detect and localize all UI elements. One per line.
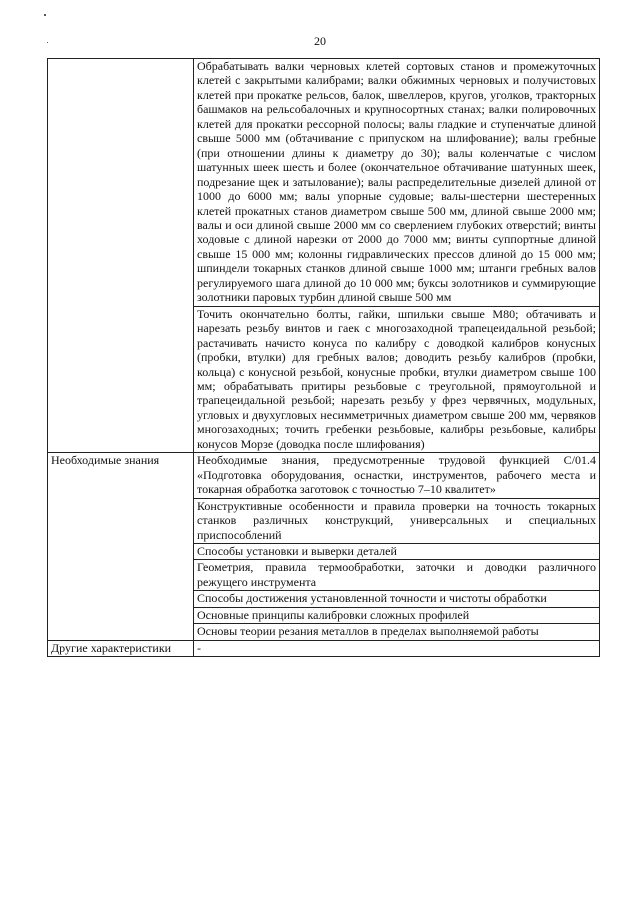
other-characteristics-text: - (194, 640, 600, 656)
work-actions-text: Обрабатывать валки черновых клетей сортовых станов и промежуточных клетей с закрытыми калибрами; валки обжимных черновых и получистовых клетей при прокатке рельсов, балок, швеллеров, кругов, уголков, тракторных башмаков на рельсобалочных и крупносортных станах; валки полировочных клетей для прокатки рессорной полосы; валы гладкие и ступенчатые длиной свыше 5000 мм (обтачивание с припуском на шлифование); валы гребные (при отношении длины к диаметру до 30); валы коленчатые с числом шатунных шеек шесть и более (окончательное обтачивание шатунных шеек, подрезание щек и затылование); валы распределительные дизелей длиной от 1000 до 6000 мм; валы упорные судовые; валы-шестерни шестеренных клетей прокатных станов диаметром свыше 500 мм, длиной свыше 2000 мм; валы и оси длиной свыше 2000 мм со сверлением глубоких отверстий; винты ходовые с длиной нарезки от 2000 до 7000 мм; винты суппортные длиной свыше 15 000 мм; колонны гидравлических прессов длиной до 15 000 мм; шпиндели токарных станков длиной свыше 1000 мм; штанги гребных валов регулируемого шага длиной до 10 000 мм; буксы золотников и суммирующие золотники паровых турбин длиной свыше 500 мм (194, 59, 600, 307)
knowledge-text: Способы установки и выверки деталей (194, 543, 600, 559)
knowledge-text: Конструктивные особенности и правила проверки на точность токарных станков различных конструкций, универсальных и специальных приспособлений (194, 498, 600, 543)
knowledge-text: Способы достижения установленной точности и чистоты обработки (194, 591, 600, 607)
knowledge-text: Необходимые знания, предусмотренные трудовой функцией C/01.4 «Подготовка оборудования, оснастки, инструментов, рабочего места и токарная обработка заготовок с точностью 7–10 квалитет» (194, 453, 600, 498)
table-row (48, 59, 600, 307)
row-label-other-characteristics: Другие характеристики (48, 640, 194, 656)
page-number: 20 (314, 34, 326, 48)
work-actions-text: Точить окончательно болты, гайки, шпильки свыше М80; обтачивать и нарезать резьбу винтов и гаек с многозаходной трапецеидальной резьбой; растачивать начисто конуса по калибру с доводкой калибров конусных (пробки, втулки) для гребных валов; доводить резьбу калибров (пробки, кольца) с конусной резьбой, конусные пробки, втулки диаметром свыше 100 мм; обрабатывать притиры резьбовые с треугольной, прямоугольной и трапецеидальной резьбой; нарезать резьбу у фрез червячных, модульных, угловых и двухугловых несимметричных диаметром свыше 200 мм, червяков многозаходных; точить гребенки резьбовые, калибры резьбовые, калибры конусов Морзе (доводка после шлифования) (194, 306, 600, 453)
knowledge-text: Основы теории резания металлов в пределах выполняемой работы (194, 624, 600, 640)
scan-speck (44, 14, 46, 16)
table-row (48, 453, 600, 498)
table-row (48, 640, 600, 656)
knowledge-text: Основные принципы калибровки сложных профилей (194, 607, 600, 623)
knowledge-text: Геометрия, правила термообработки, заточки и доводки различного режущего инструмента (194, 560, 600, 591)
row-label-empty (48, 59, 194, 453)
row-label-required-knowledge: Необходимые знания (48, 453, 194, 640)
job-function-table (47, 58, 600, 657)
